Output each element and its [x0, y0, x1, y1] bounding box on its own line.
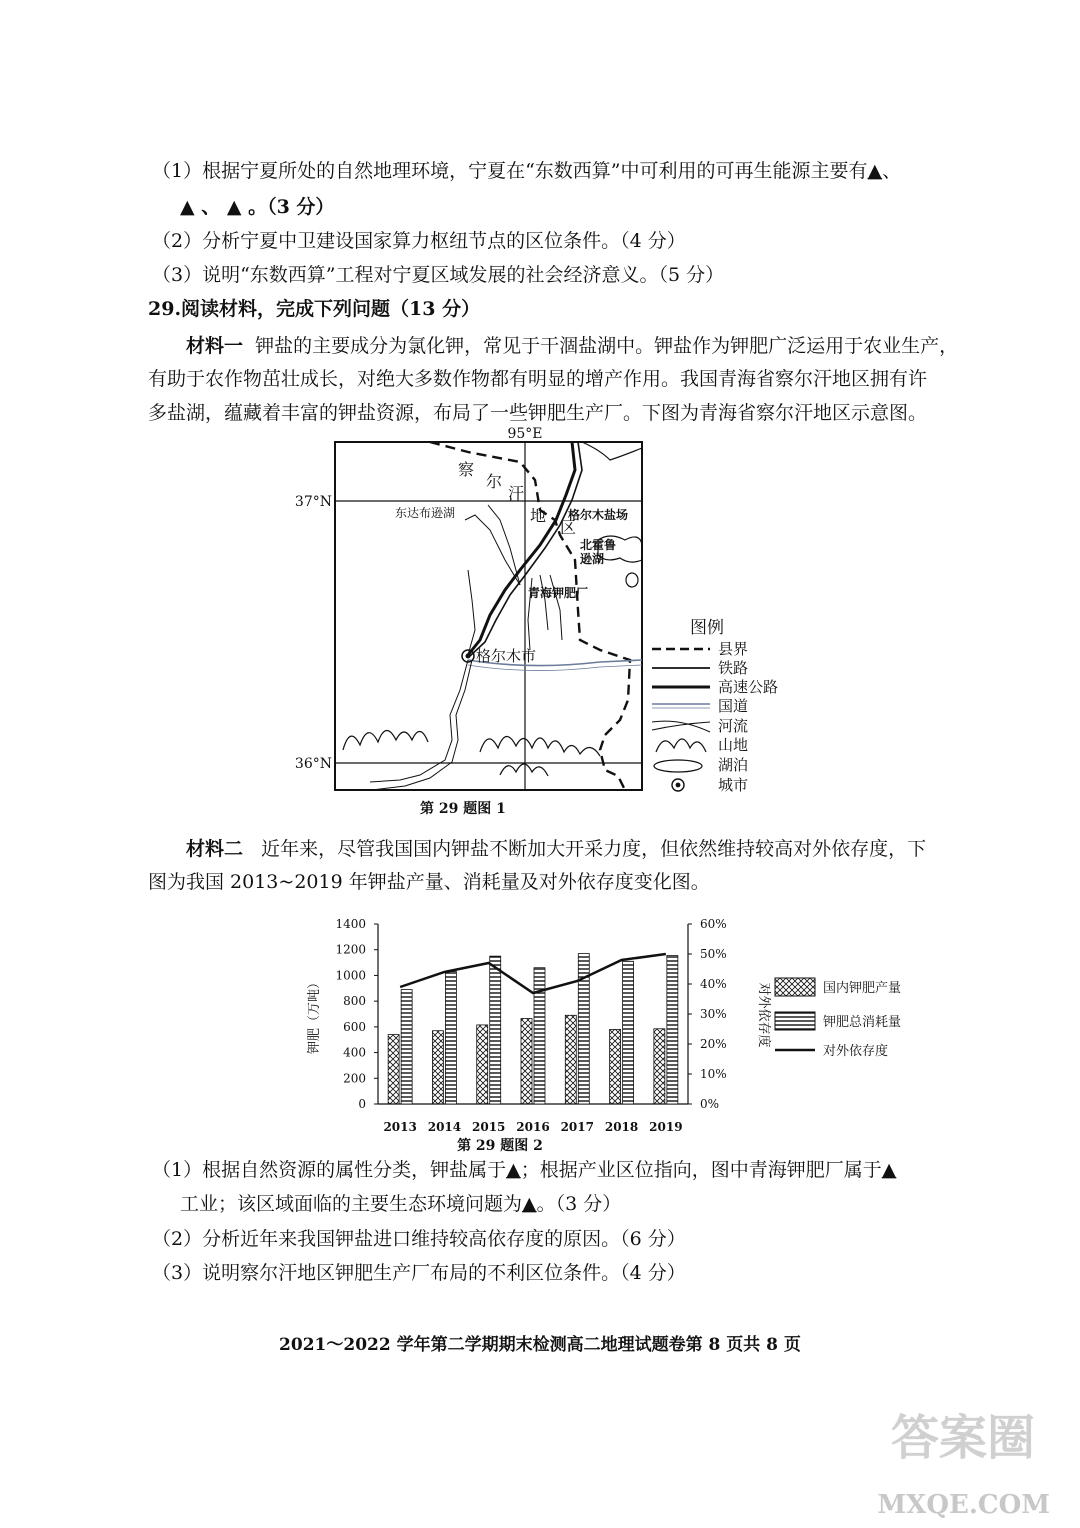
legend-production-swatch [775, 978, 815, 996]
bar-production [432, 1031, 443, 1104]
legend-lake-swatch [654, 760, 702, 772]
y-tick-label: 800 [343, 994, 366, 1009]
material2-line2: 图为我国 2013~2019 年钾盐产量、消耗量及对外依存度变化图。 [148, 871, 710, 893]
answer-blank-2: ▲ [881, 1159, 897, 1181]
legend-lake: 湖泊 [718, 756, 749, 774]
region-char-2: 尔 [486, 472, 503, 491]
salt-field-label: 格尔木盐场 [568, 508, 629, 522]
q29-title: 29.阅读材料，完成下列问题（13 分） [148, 298, 481, 320]
map-caption: 第 29 题图 1 [420, 801, 506, 817]
material1-text: 钾盐的主要成分为氯化钾，常见于干涸盐湖中。钾盐作为钾肥广泛运用于农业生产， [255, 335, 959, 357]
chart-bars [383, 954, 682, 1134]
legend-mountain-swatch [656, 739, 706, 752]
bar-consumption [667, 956, 678, 1105]
bar-production [521, 1019, 532, 1105]
material2-label: 材料二 [186, 838, 244, 860]
legend-items [652, 640, 778, 794]
material2-text: 近年来，尽管我国国内钾盐不断加大开采力度，但依然维持较高对外依存度，下 [261, 838, 927, 860]
legend-highway: 高速公路 [718, 678, 779, 696]
lon-label: 95°E [507, 426, 543, 442]
y2-tick-label: 0% [700, 1097, 720, 1111]
river-trib-1 [465, 515, 520, 585]
sq3-text: （3）说明察尔汗地区钾肥生产厂布局的不利区位条件。（4 分） [152, 1262, 686, 1284]
legend-river-swatch [652, 721, 710, 732]
highway [468, 442, 575, 655]
material2-line1 [186, 836, 926, 862]
lat-bottom-label: 36°N [294, 756, 332, 772]
river-main [370, 660, 468, 782]
factory-label: 青海钾肥厂 [528, 586, 589, 600]
sq1-line2 [180, 1191, 621, 1217]
answer-blank-1: ▲ [506, 1159, 521, 1181]
legend-mountain: 山地 [718, 736, 749, 754]
bar-consumption [445, 972, 456, 1104]
x-tick-label: 2013 [383, 1120, 417, 1134]
x-tick-label: 2018 [604, 1120, 639, 1134]
y2-tick-label: 50% [700, 947, 727, 961]
material1-label: 材料一 [186, 335, 244, 357]
sq1-text-b: ；根据产业区位指向，图中青海钾肥厂属于 [520, 1159, 882, 1181]
bar-production [654, 1029, 665, 1104]
legend-dependence: 对外依存度 [823, 1044, 889, 1059]
y-tick-label: 1400 [335, 917, 366, 931]
legend-road: 国道 [718, 697, 749, 715]
lake-west-label: 东达布逊湖 [395, 506, 456, 520]
y2-tick-label: 60% [700, 917, 727, 931]
y-tick-label: 400 [343, 1045, 366, 1060]
region-char-5: 区 [560, 518, 577, 537]
river-trib-2 [488, 505, 520, 585]
river-trib-3 [468, 570, 475, 655]
q1-line2: ▲ 、 ▲ 。（3 分） [180, 196, 335, 218]
county-boundary [430, 442, 630, 790]
y-axis-label: 钾肥（万吨） [307, 975, 322, 1055]
bar-production [610, 1029, 621, 1104]
legend-city: 城市 [718, 776, 749, 794]
bar-consumption [623, 961, 634, 1104]
sq1-text-d: 。（3 分） [536, 1193, 622, 1215]
y2-axis-label: 对外依存度 [756, 982, 771, 1048]
q2-text: （2）分析宁夏中卫建设国家算力枢纽节点的区位条件。（4 分） [152, 230, 686, 252]
bar-consumption [490, 956, 501, 1104]
y2-tick-label: 10% [700, 1067, 727, 1081]
q1-end: 、 [882, 160, 902, 182]
river-trib-5 [550, 575, 562, 640]
bar-production [565, 1015, 576, 1104]
y2-tick-label: 40% [700, 977, 727, 991]
page-footer: 2021～2022 学年第二学期期末检测高二地理试题卷第 8 页共 8 页 [279, 1335, 801, 1355]
legend-consumption-swatch [775, 1012, 815, 1030]
y-tick-label: 1200 [335, 942, 366, 957]
x-tick-label: 2014 [427, 1120, 462, 1134]
bar-production [388, 1035, 399, 1104]
y2-tick-label: 20% [700, 1037, 727, 1051]
lat-top-label: 37°N [294, 494, 332, 510]
x-tick-label: 2016 [516, 1120, 550, 1134]
y-tick-label: 1000 [335, 968, 366, 983]
sq2-text: （2）分析近年来我国钾盐进口维持较高依存度的原因。（6 分） [152, 1228, 686, 1250]
y-tick-label: 600 [343, 1019, 366, 1034]
legend-rail: 铁路 [718, 659, 749, 677]
lake-north-label-2: 逊湖 [580, 552, 605, 566]
x-tick-label: 2019 [649, 1120, 683, 1134]
y-tick-label: 0 [358, 1097, 366, 1111]
sq1-text-c: 工业；该区域面临的主要生态环境问题为 [180, 1193, 523, 1215]
y2-tick-label: 30% [700, 1007, 727, 1021]
small-lake [626, 573, 638, 587]
mountains [343, 730, 600, 776]
sq1-line1 [152, 1157, 896, 1183]
answer-blank: ▲ [867, 160, 883, 182]
bar-production [477, 1025, 488, 1104]
watermark-url: MXQE.COM [877, 1490, 1050, 1520]
legend-production: 国内钾肥产量 [823, 981, 902, 996]
legend-county: 县界 [718, 640, 749, 658]
river-main-bank [372, 660, 472, 790]
legend-city-dot [676, 783, 681, 788]
material1-line3: 多盐湖，蕴藏着丰富的钾盐资源，布局了一些钾肥生产厂。下图为青海省察尔汗地区示意图。 [148, 402, 928, 424]
city-label: 格尔木市 [476, 647, 537, 665]
legend-river: 河流 [718, 717, 749, 735]
lake-north-shore [582, 442, 642, 460]
sq1-text-a: （1）根据自然资源的属性分类，钾盐属于 [152, 1159, 507, 1181]
region-char-3: 汗 [508, 484, 525, 503]
legend-title: 图例 [690, 618, 724, 638]
bar-consumption [401, 990, 412, 1104]
potash-chart [0, 900, 1080, 1160]
y-tick-label: 200 [343, 1071, 366, 1086]
chart-caption: 第 29 题图 2 [457, 1138, 543, 1154]
river-trib-4 [540, 575, 548, 630]
lake-north-label-1: 北霍鲁 [580, 538, 617, 552]
x-tick-label: 2017 [560, 1120, 594, 1134]
q3-text: （3）说明“东数西算”工程对宁夏区域发展的社会经济意义。（5 分） [152, 264, 725, 286]
x-tick-label: 2015 [472, 1120, 506, 1134]
region-char-1: 察 [458, 460, 475, 479]
answer-blank-3: ▲ [522, 1193, 537, 1215]
bar-consumption [534, 968, 545, 1104]
watermark-logo: 答案圈 [890, 1410, 1035, 1466]
q1-text: （1）根据宁夏所处的自然地理环境，宁夏在“东数西算”中可利用的可再生能源主要有 [152, 160, 868, 182]
region-char-4: 地 [530, 506, 547, 525]
city-dot [466, 654, 471, 659]
material1-line2: 有助于农作物茁壮成长，对绝大多数作物都有明显的增产作用。我国青海省察尔汗地区拥有许 [148, 368, 928, 390]
legend-consumption: 钾肥总消耗量 [823, 1015, 902, 1030]
